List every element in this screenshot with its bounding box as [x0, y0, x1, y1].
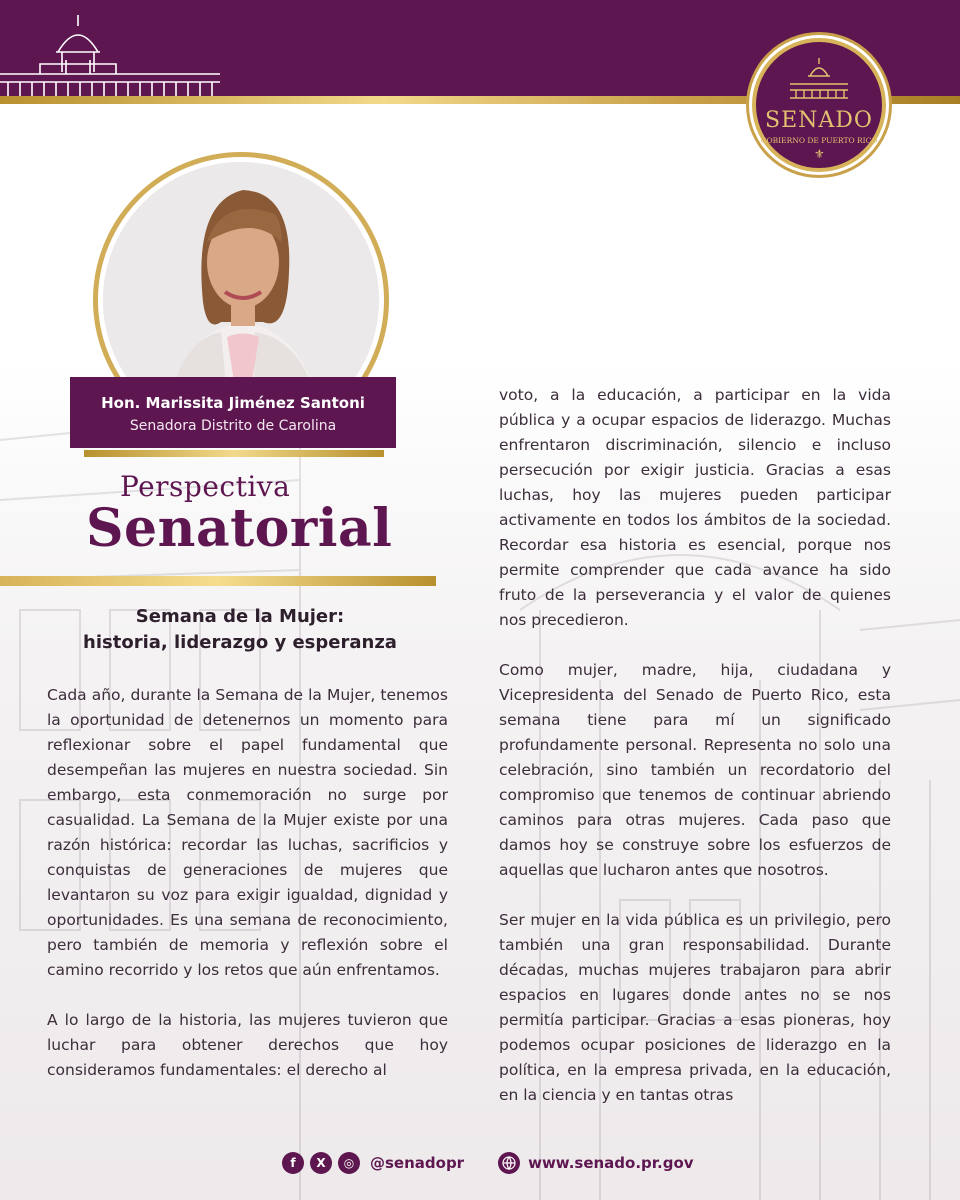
x-icon[interactable]: X	[310, 1152, 332, 1174]
series-title-line1: Perspectiva	[120, 470, 291, 503]
fleur-icon: ⚜	[814, 147, 825, 161]
seal-subtitle: GOBIERNO DE PUERTO RICO	[760, 136, 878, 145]
paragraph: A lo largo de la historia, las mujeres tuvieron que luchar para obtener derechos que hoy consideramos fundamentales: el derecho al	[47, 1011, 448, 1079]
senator-name: Hon. Marissita Jiménez Santoni	[101, 394, 365, 412]
series-title-line2: Senatorial	[86, 498, 393, 559]
paragraph: Ser mujer en la vida pública es un privilegio, pero también una gran responsabilidad. Durante décadas, muchas mujeres trabajaron para abrir espacios en lugares donde antes no se nos permitía participar. Gracias a esas pioneras, hoy podemos ocupar posiciones de liderazgo en la política, en la empresa privada, en la educación, en la ciencia y en tantas otras	[499, 911, 891, 1104]
senator-role: Senadora Distrito de Carolina	[129, 418, 337, 434]
headline-line1: Semana de la Mujer:	[135, 606, 345, 627]
paragraph: Cada año, durante la Semana de la Mujer, tenemos la oportunidad de detenernos un momento para reflexionar sobre el papel fundamental que desempeñan las mujeres en nuestra sociedad. Sin embargo, esta conmemoración no surge por casualidad. La Semana de la Mujer existe por una razón histórica: recordar las luchas, sacrificios y conquistas de generaciones de mujeres que levantaron su voz para exigir igualdad, dignidad y oportunidades. Es una semana de reconocimiento, pero también de memoria y reflexión sobre el camino recorrido y los retos que aún enfrentamos.	[47, 686, 448, 979]
headline-line2: historia, liderazgo y esperanza	[83, 632, 397, 653]
paragraph: Como mujer, madre, hija, ciudadana y Vicepresidenta del Senado de Puerto Rico, esta semana tiene para mí un significado profundamente personal. Representa no solo una celebración, sino también un recordatorio del compromiso que tenemos de continuar abriendo caminos para otras mujeres. Cada paso que damos hoy se construye sobre los esfuerzos de aquellas que lucharon antes que nosotros.	[499, 661, 891, 879]
capitol-icon	[0, 12, 220, 98]
social-handle[interactable]: @senadopr	[370, 1154, 465, 1172]
facebook-icon[interactable]: f	[282, 1152, 304, 1174]
series-gold-divider	[0, 576, 436, 586]
seal-title: SENADO	[765, 108, 873, 133]
name-plate	[70, 377, 396, 448]
footer-social-bar	[282, 1150, 694, 1176]
seal-capitol-icon	[786, 56, 852, 100]
article-column-left	[47, 683, 448, 1108]
article-column-right	[499, 383, 891, 1133]
name-plate-gold-bar	[84, 450, 384, 457]
paragraph: voto, a la educación, a participar en la vida pública y a ocupar espacios de liderazgo. Muchas enfrentaron discriminación, silencio e incluso persecución por exigir justicia. Gracias a esas luchas, hoy las mujeres pueden participar activamente en todos los ámbitos de la sociedad. Recordar esa historia es esencial, porque nos permite comprender que cada avance ha sido fruto de la perseverancia y el valor de quienes nos precedieron.	[499, 386, 891, 629]
globe-icon	[498, 1152, 520, 1174]
website-link[interactable]: www.senado.pr.gov	[528, 1154, 694, 1172]
instagram-icon[interactable]: ◎	[338, 1152, 360, 1174]
senado-seal-logo	[752, 38, 886, 172]
article-headline	[60, 604, 420, 656]
